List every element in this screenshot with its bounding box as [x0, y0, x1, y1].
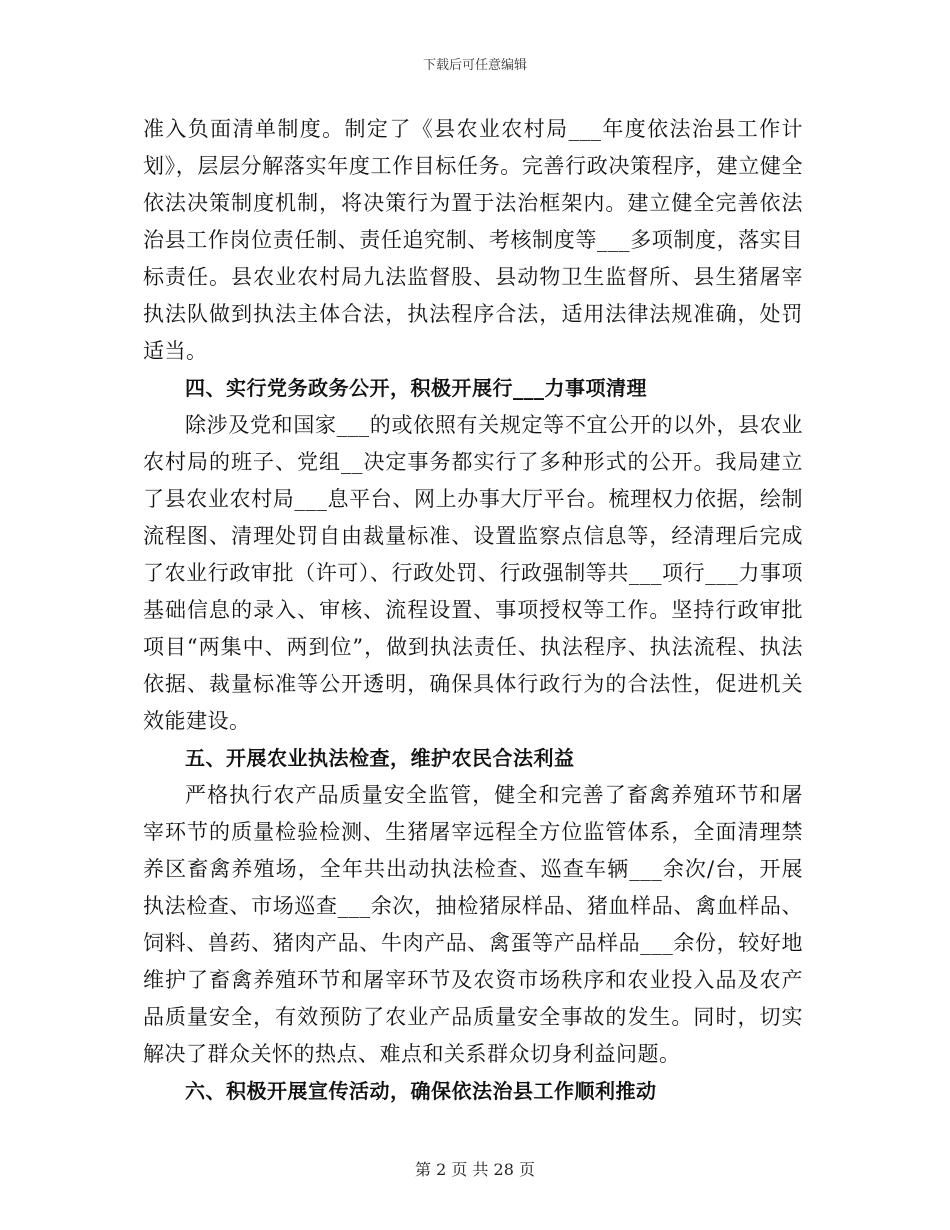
paragraph-continued: 准入负面清单制度。制定了《县农业农村局___年度依法治县工作计划》，层层分解落实年度工作目标任务。完善行政决策程序，建立健全依法决策制度机制，将决策行为置于法治框架内。建立健全完善依法治县工作岗位责任制、责任追究制、考核制度等___多项制度，落实目标责任。县农业农村局九法监督股、县动物卫生监督所、县生猪屠宰执法队做到执法主体合法，执法程序合法，适用法律法规准确，处罚适当。: [143, 117, 803, 363]
page-footer: 第 2 页 共 28 页: [415, 1160, 535, 1179]
paragraph-section-4: 除涉及党和国家___的或依照有关规定等不宜公开的以外，县农业农村局的班子、党组__决定事务都实行了多种形式的公开。我局建立了县农业农村局___息平台、网上办事大厅平台。梳理权力依据，绘制流程图、清理处罚自由裁量标准、设置监察点信息等，经清理后完成了农业行政审批（许可）、行政处罚、行政强制等共___项行___力事项基础信息的录入、审核、流程设置、事项授权等工作。坚持行政审批项目“两集中、两到位”，做到执法责任、执法程序、执法流程、执法依据、裁量标准等公开透明，确保具体行政行为的合法性，促进机关效能建设。: [143, 413, 803, 733]
page-header: 下载后可任意编辑: [422, 58, 527, 73]
paragraph-section-5: 严格执行农产品质量安全监管，健全和完善了畜禽养殖环节和屠宰环节的质量检验检测、生猪屠宰远程全方位监管体系，全面清理禁养区畜禽养殖场，全年共出动执法检查、巡查车辆___余次/台，开展执法检查、市场巡查___余次，抽检猪尿样品、猪血样品、禽血样品、饲料、兽药、猪肉产品、牛肉产品、禽蛋等产品样品___余份，较好地维护了畜禽养殖环节和屠宰环节及农资市场秩序和农业投入品及农产品质量安全，有效预防了农业产品质量安全事故的发生。同时，切实解决了群众关怀的热点、难点和关系群众切身利益问题。: [143, 783, 803, 1066]
section-heading-6: 六、积极开展宣传活动，确保依法治县工作顺利推动: [185, 1079, 657, 1103]
section-heading-5: 五、开展农业执法检查，维护农民合法利益: [185, 746, 575, 770]
section-heading-4: 四、实行党务政务公开，积极开展行___力事项清理: [185, 376, 647, 400]
document-body: [143, 111, 803, 1110]
